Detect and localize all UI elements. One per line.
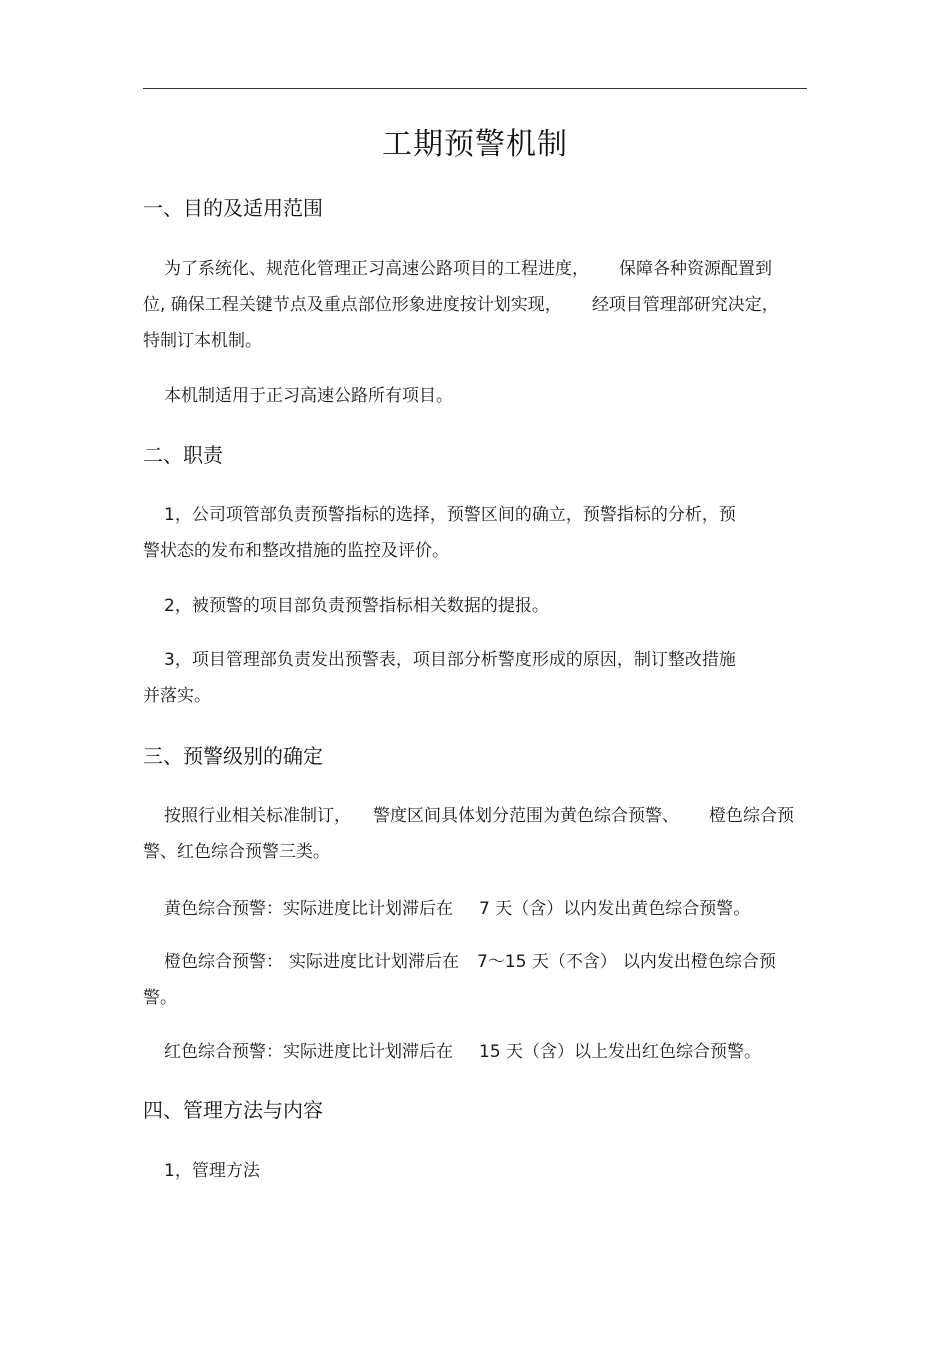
document-title: 工期预警机制 — [382, 127, 568, 162]
list-item-duty-3 — [143, 642, 807, 714]
text-run: 2，被预警的项目部负责预警指标相关数据的提报。 — [164, 596, 549, 616]
paragraph-purpose — [143, 251, 807, 359]
text-run: 并落实。 — [143, 686, 211, 706]
text-run: 1，管理方法 — [164, 1161, 260, 1181]
paragraph-levels — [143, 798, 807, 870]
text-run: 为了系统化、规范化管理正习高速公路项目的工程进度， — [164, 259, 589, 279]
text-run: 本机制适用于正习高速公路所有项目。 — [164, 386, 453, 406]
text-run: 警状态的发布和整改措施的监控及评价。 — [143, 541, 449, 561]
paragraph-red-warning — [143, 1034, 807, 1070]
text-run: 橙色综合预 — [709, 806, 794, 826]
text-run: 警度区间具体划分范围为黄色综合预警、 — [373, 806, 679, 826]
section-heading-purpose: 一、目的及适用范围 — [143, 196, 323, 220]
text-run: 特制订本机制。 — [143, 331, 262, 351]
list-item-duty-2 — [143, 588, 807, 624]
text-run: 保障各种资源配置到 — [619, 259, 772, 279]
section-heading-levels: 三、预警级别的确定 — [143, 744, 323, 768]
text-run: 位, 确保工程关键节点及重点部位形象进度按计划实现， — [143, 295, 562, 315]
text-run: 15 天（含）以上发出红色综合预警。 — [479, 1042, 762, 1062]
text-run: 红色综合预警：实际进度比计划滞后在 — [164, 1042, 453, 1062]
section-heading-duties: 二、职责 — [143, 443, 223, 467]
text-run: 按照行业相关标准制订， — [164, 806, 351, 826]
text-run: 实际进度比计划滞后在 — [289, 952, 459, 972]
text-run: 黄色综合预警：实际进度比计划滞后在 — [164, 899, 453, 919]
list-item-duty-1 — [143, 497, 807, 569]
text-run: 经项目管理部研究决定， — [591, 295, 779, 315]
header-rule — [143, 88, 807, 89]
text-run: 警。 — [143, 988, 177, 1008]
paragraph-orange-warning — [143, 944, 807, 1016]
text-run: 3，项目管理部负责发出预警表，项目部分析警度形成的原因，制订整改措施 — [164, 650, 736, 670]
text-run: 7～15 天（不含） — [477, 952, 617, 972]
paragraph-scope — [143, 378, 807, 414]
section-heading-management: 四、管理方法与内容 — [143, 1098, 323, 1122]
text-run: 警、红色综合预警三类。 — [143, 842, 330, 862]
text-run: 橙色综合预警： — [164, 952, 283, 972]
text-run: 以内发出橙色综合预 — [622, 952, 776, 972]
paragraph-yellow-warning — [143, 891, 807, 927]
text-run: 1，公司项管部负责预警指标的选择，预警区间的确立，预警指标的分析，预 — [164, 505, 736, 525]
list-item-management-method — [143, 1153, 807, 1189]
text-run: 7 天（含）以内发出黄色综合预警。 — [479, 899, 751, 919]
